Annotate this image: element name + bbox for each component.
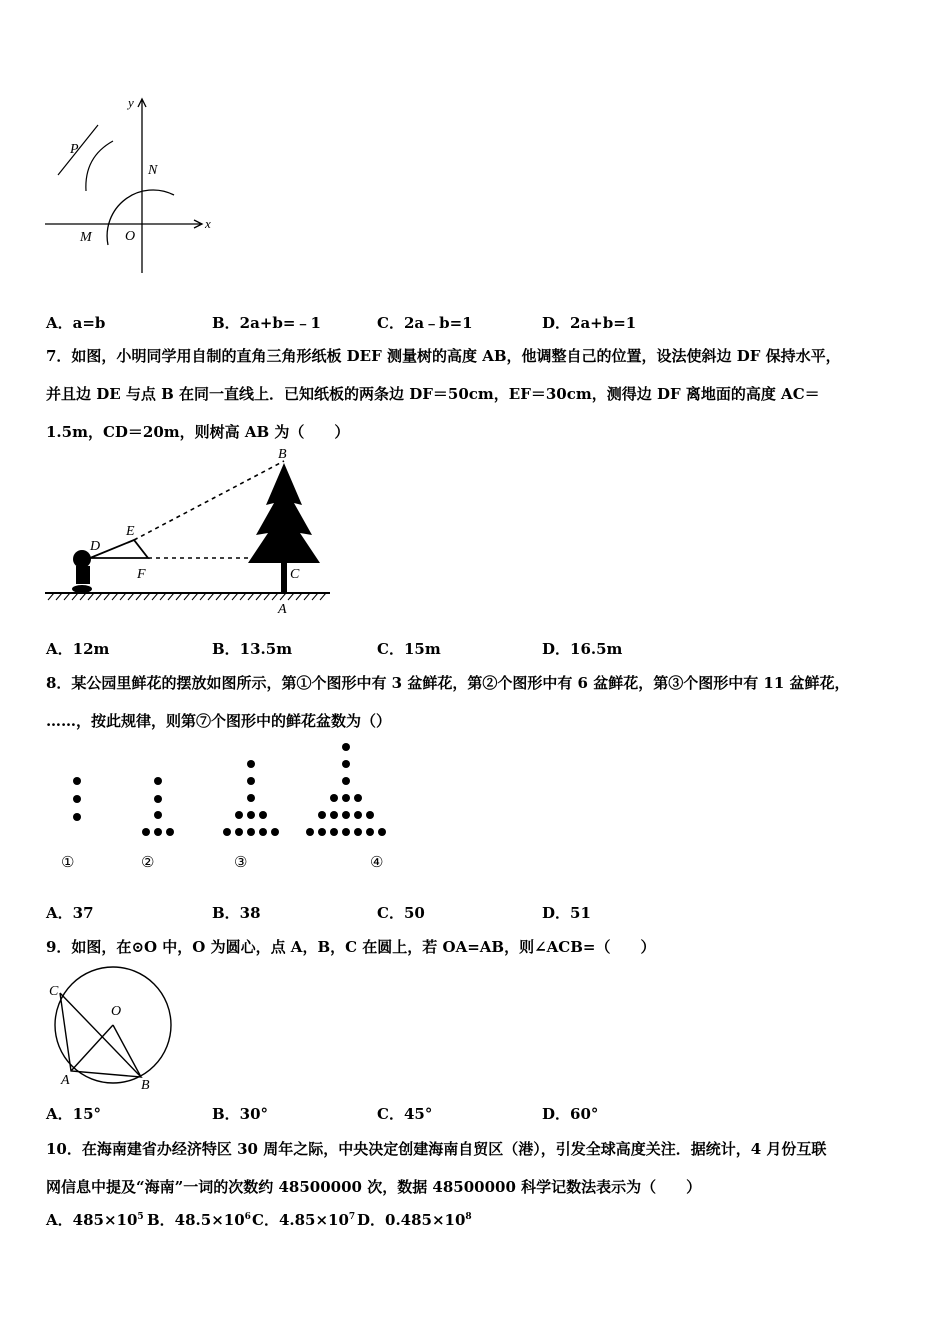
q6-option-c: C．2a﹣b=1 xyxy=(377,314,473,332)
label-p: P xyxy=(70,142,79,157)
q8-text-line2: ……，按此规律，则第⑦个图形中的鲜花盆数为（） xyxy=(46,712,392,730)
arc-near-p-2 xyxy=(86,141,113,191)
q10-option-d: D．$0.485\times 10^8$ xyxy=(357,1211,472,1229)
ground-hatching xyxy=(48,593,326,600)
q10-option-b: B．$48.5\times 10^6$ xyxy=(147,1211,251,1229)
label-o: O xyxy=(125,229,136,244)
label-pattern-1: ① xyxy=(61,855,75,871)
q7-option-d: D．16.5m xyxy=(542,640,623,658)
label-pattern-4: ④ xyxy=(370,855,384,871)
label-b: B xyxy=(141,1078,150,1091)
q7-option-b: B．13.5m xyxy=(212,640,293,658)
label-a: A xyxy=(278,602,287,617)
q10-text-line1: 10．在海南建省办经济特区 30 周年之际，中央决定创建海南自贸区（港），引发全球高度关注．据统计，4 月份互联 xyxy=(46,1140,827,1158)
q10-text-line2: 网信息中提及“海南”一词的次数约 48500000 次，数据 48500000 科学记数法表示为（ ） xyxy=(46,1178,702,1196)
q9-option-a: A．15° xyxy=(46,1105,102,1123)
figure-tree-measurement xyxy=(40,445,340,620)
label-f: F xyxy=(137,567,146,582)
label-d: D xyxy=(90,539,101,554)
figure-flower-patterns xyxy=(40,735,420,880)
label-x: x xyxy=(205,216,211,231)
pattern-3 xyxy=(223,760,279,836)
label-pattern-2: ② xyxy=(141,855,155,871)
line-ao xyxy=(71,1025,113,1071)
figure-circle-o xyxy=(45,963,180,1091)
q7-text-line3: 1.5m，CD＝20m，则树高 AB 为（ ） xyxy=(46,423,350,441)
q7-text-line1: 7．如图，小明同学用自制的直角三角形纸板 DEF 测量树的高度 AB，他调整自己的位置，设法使斜边 DF 保持水平， xyxy=(46,347,841,365)
label-m: M xyxy=(80,230,92,245)
label-pattern-3: ③ xyxy=(234,855,248,871)
label-n: N xyxy=(148,163,158,178)
label-a: A xyxy=(61,1073,70,1088)
label-c: C xyxy=(290,567,300,582)
line-ob xyxy=(113,1025,141,1077)
q8-option-a: A．37 xyxy=(46,904,94,922)
q8-text-line1: 8．某公园里鲜花的摆放如图所示，第①个图形中有 3 盆鲜花，第②个图形中有 6 盆鲜花，第③个图形中有 11 盆鲜花， xyxy=(46,674,850,692)
q9-text-line1: 9．如图，在⊙O 中，O 为圆心，点 A，B，C 在圆上，若 OA=AB，则∠ACB=（ ） xyxy=(46,938,656,956)
label-o: O xyxy=(111,1004,122,1019)
pattern-1 xyxy=(73,777,81,821)
q6-option-b: B．2a+b=﹣1 xyxy=(212,314,321,332)
label-b: B xyxy=(278,447,287,462)
pattern-2 xyxy=(142,777,174,836)
q8-option-b: B．38 xyxy=(212,904,261,922)
q7-option-c: C．15m xyxy=(377,640,441,658)
q9-option-c: C．45° xyxy=(377,1105,433,1123)
q7-option-a: A．12m xyxy=(46,640,110,658)
label-c: C xyxy=(49,984,59,999)
q7-text-line2: 并且边 DE 与点 B 在同一直线上．已知纸板的两条边 DF＝50cm，EF＝30cm，测得边 DF 离地面的高度 AC＝ xyxy=(46,385,820,403)
label-e: E xyxy=(126,524,135,539)
q8-option-d: D．51 xyxy=(542,904,591,922)
figure-coordinate-construction xyxy=(40,95,230,280)
q10-option-a: A．$485\times 10^5$ xyxy=(46,1211,144,1229)
q10-option-c: C．$4.85\times 10^7$ xyxy=(252,1211,356,1229)
pattern-4 xyxy=(306,743,386,836)
label-y: y xyxy=(128,95,134,110)
person-figure xyxy=(72,550,92,593)
q6-option-a: A．a=b xyxy=(46,314,106,332)
q9-option-b: B．30° xyxy=(212,1105,269,1123)
q6-option-d: D．2a+b=1 xyxy=(542,314,637,332)
tree xyxy=(248,463,320,593)
q8-option-c: C．50 xyxy=(377,904,425,922)
arc-center-origin xyxy=(107,190,174,245)
q9-option-d: D．60° xyxy=(542,1105,599,1123)
lines-ca-ab-bc xyxy=(60,993,141,1077)
